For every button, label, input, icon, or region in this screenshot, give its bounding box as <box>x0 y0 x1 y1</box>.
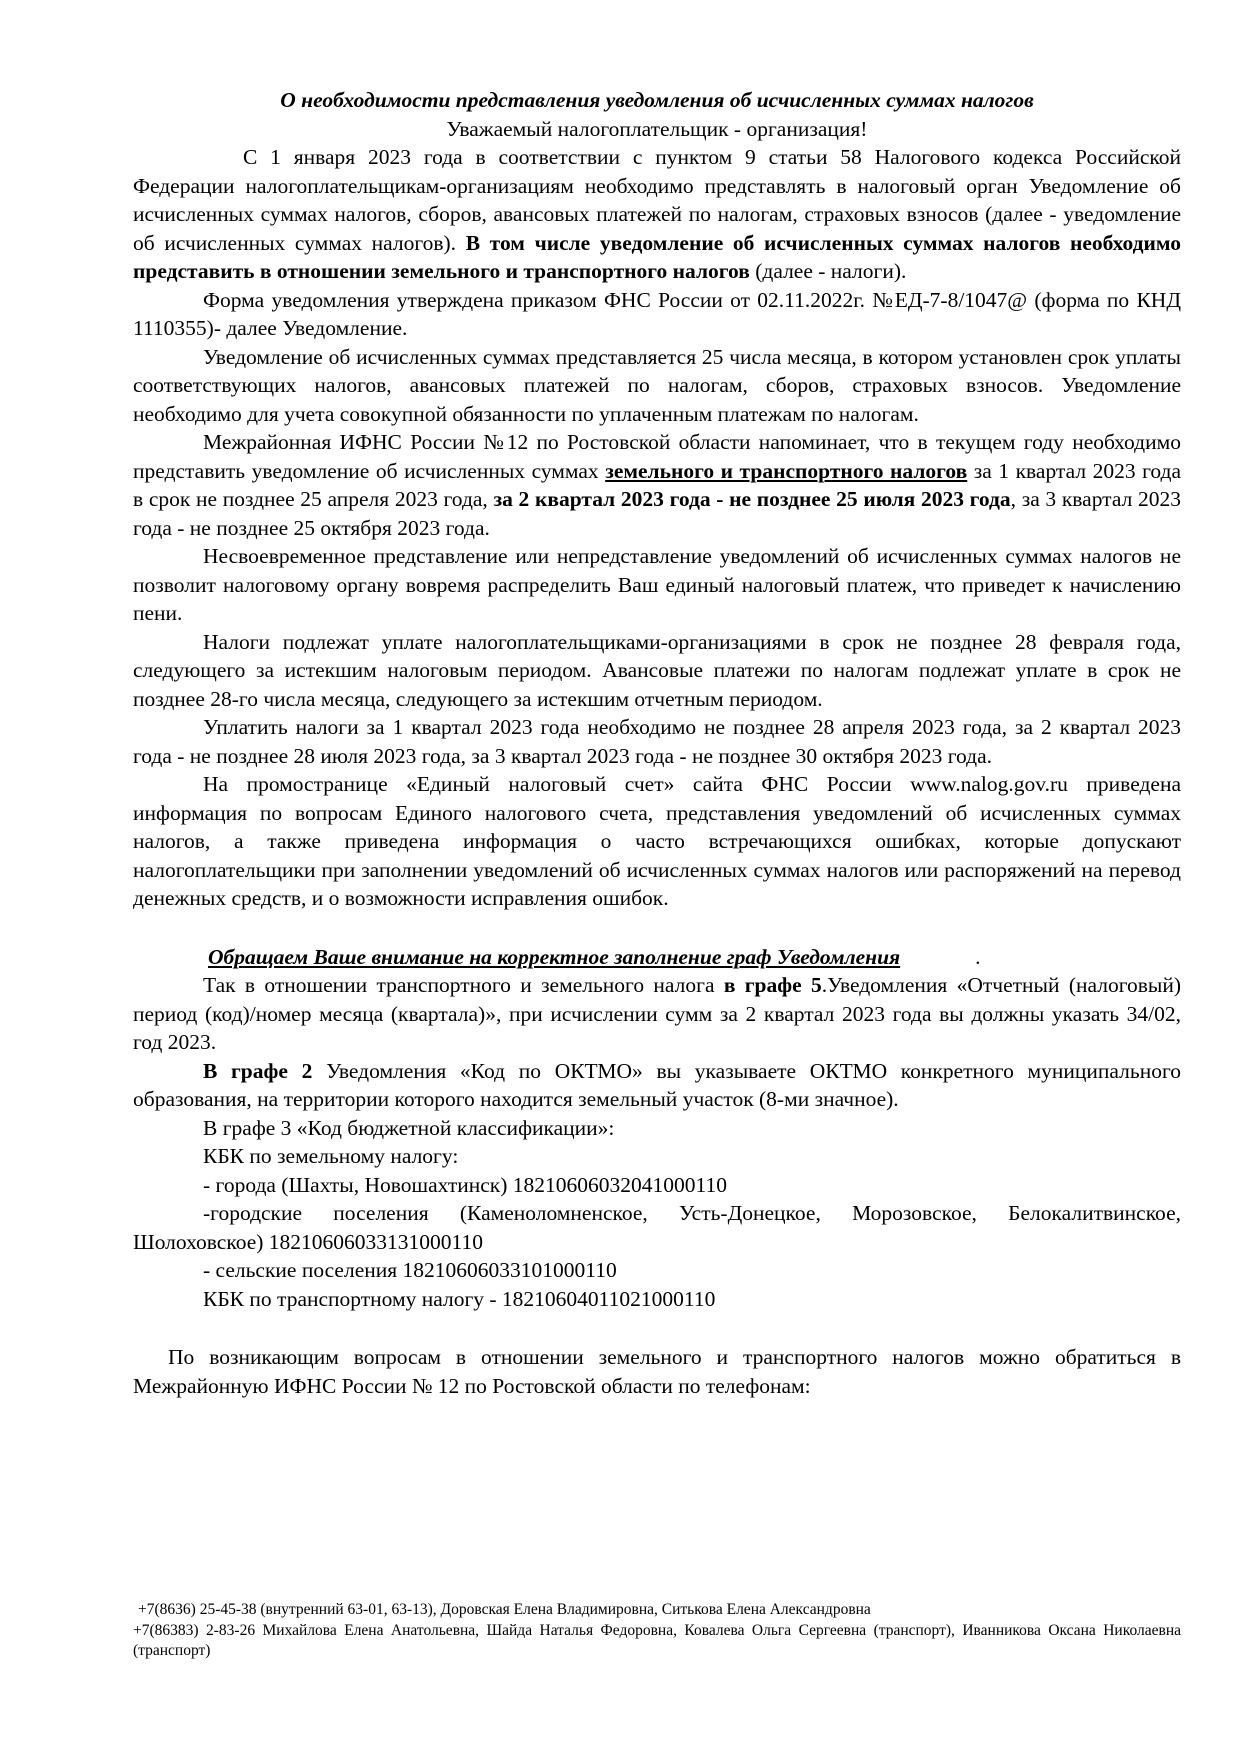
paragraph-payment-dates: Уплатить налоги за 1 квартал 2023 года необходимо не позднее 28 апреля 2023 года, за 2 квартал 2023 года - не позднее 28 июля 2023 года, за 3 квартал 2023 года - не позднее 30 октября 2023 года. <box>133 715 1181 768</box>
section-title-text: Обращаем Ваше внимание на корректное заполнение граф Уведомления <box>208 944 901 969</box>
paragraph-promo-page: На промостранице «Единый налоговый счет» сайта ФНС России www.nalog.gov.ru приведена информация по вопросам Единого налогового счета, представления уведомлений об исчисленных суммах налогов, а также приведена информация о часто встречающихся ошибках, которые допускают налогоплательщики при заполнении уведомлений об исчисленных суммах налогов или распоряжений на перевод денежных средств, и о возможности исправления ошибок. <box>133 772 1181 910</box>
contact-line-2: +7(86383) 2-83-26 Михайлова Елена Анатольевна, Шайда Наталья Федоровна, Ковалева Ольга Сергеевна (транспорт), Иванникова Оксана Николаевна (транспорт) <box>133 1621 1181 1659</box>
kbk-cities: - города (Шахты, Новошахтинск) 18210606032041000110 <box>203 1172 727 1197</box>
kbk-urban-settlements: -городские поселения (Каменоломненское, Усть-Донецкое, Морозовское, Белокалитвинское, Шолоховское) 18210606033131000110 <box>133 1201 1181 1254</box>
paragraph-text: Уведомления «Код по ОКТМО» вы указываете ОКТМО конкретного муниципального образования, на территории которого находится земельный участок (8-ми значное). <box>133 1058 1181 1111</box>
emphasis-underlined-text: земельного и транспортного налогов <box>605 458 968 483</box>
contact-lead: По возникающим вопросам в отношении земельного и транспортного налогов можно обратиться в Межрайонную ИФНС России № 12 по Ростовской области по телефонам: <box>133 1345 1181 1398</box>
paragraph-text: Межрайонная ИФНС России №12 по Ростовской области напоминает, что в текущем году необходимо представить уведомление об исчисленных суммах <box>133 430 1181 483</box>
emphasis-text: В графе 2 <box>203 1058 313 1083</box>
paragraph-text: Так в отношении транспортного и земельного налога <box>203 973 724 997</box>
paragraph-column-5 <box>133 971 1181 1057</box>
paragraph-reminder <box>133 428 1181 542</box>
kbk-land-title: КБК по земельному налогу: <box>203 1144 459 1168</box>
paragraph-text: С 1 января 2023 года в соответствии с пунктом 9 статьи 58 Налогового кодекса Российской Федерации налогоплательщикам-организациям необходимо представлять в налоговый орган Уведомление об исчисленных суммах налогов, сборов, авансовых платежей по налогам, страховых взносов (далее - уведомление об исчисленных суммах налогов). <box>133 145 1181 255</box>
section-title-tail: . <box>975 944 981 969</box>
emphasis-text: в графе 5 <box>723 973 822 997</box>
paragraph-text: , за 3 квартал 2023 года - не позднее 25 октября 2023 года. <box>133 487 1181 540</box>
paragraph-penalty: Несвоевременное представление или непредставление уведомлений об исчисленных суммах налогов не позволит налоговому органу вовремя распределить Ваш единый налоговый платеж, что приведет к начислению пени. <box>133 544 1181 625</box>
salutation: Уважаемый налогоплательщик - организация! <box>446 116 868 141</box>
emphasis-text: В том числе уведомление об исчисленных суммах налогов необходимо представить в отношении земельного и транспортного налогов <box>133 230 1182 283</box>
contacts-footer <box>133 1600 1181 1662</box>
paragraph-text: .Уведомления «Отчетный (налоговый) период (код)/номер месяца (квартала)», при исчислении сумм за 2 квартал 2023 года вы должны указать 34/02, год 2023. <box>133 973 1182 1054</box>
paragraph-payment-terms: Налоги подлежат уплате налогоплательщиками-организациями в срок не позднее 28 февраля года, следующего за истекшим налоговым периодом. Авансовые платежи по налогам подлежат уплате в срок не позднее 28-го числа месяца, следующего за истекшим отчетным периодом. <box>133 629 1181 711</box>
section-title <box>133 943 1181 972</box>
paragraph-text: (далее - налоги). <box>749 259 907 283</box>
paragraph-form: Форма уведомления утверждена приказом ФНС России от 02.11.2022г. №ЕД-7-8/1047@ (форма по КНД 1110355)- далее Уведомление. <box>133 287 1181 340</box>
document-body <box>133 86 1181 1400</box>
paragraph-legal-basis <box>133 143 1181 286</box>
kbk-transport: КБК по транспортному налогу - 18210604011021000110 <box>203 1286 716 1311</box>
emphasis-text: за 2 квартал 2023 года - не позднее 25 июля 2023 года <box>493 487 1011 511</box>
kbk-intro: В графе 3 «Код бюджетной классификации»: <box>203 1115 615 1140</box>
kbk-rural-settlements: - сельские поселения 18210606033101000110 <box>203 1258 617 1282</box>
paragraph-deadline: Уведомление об исчисленных суммах представляется 25 числа месяца, в котором установлен срок уплаты соответствующих налогов, авансовых платежей по налогам, сборов, страховых взносов. Уведомление необходимо для учета совокупной обязанности по уплаченным платежам по налогам. <box>133 344 1181 426</box>
paragraph-column-2 <box>133 1057 1181 1114</box>
document-title: О необходимости представления уведомления об исчисленных суммах налогов <box>280 88 1034 112</box>
paragraph-text: за 1 квартал 2023 года в срок не позднее 25 апреля 2023 года, <box>133 458 1182 511</box>
contact-line-1: +7(8636) 25-45-38 (внутренний 63-01, 63-13), Доровская Елена Владимировна, Ситькова Елена Александровна <box>138 1601 871 1618</box>
